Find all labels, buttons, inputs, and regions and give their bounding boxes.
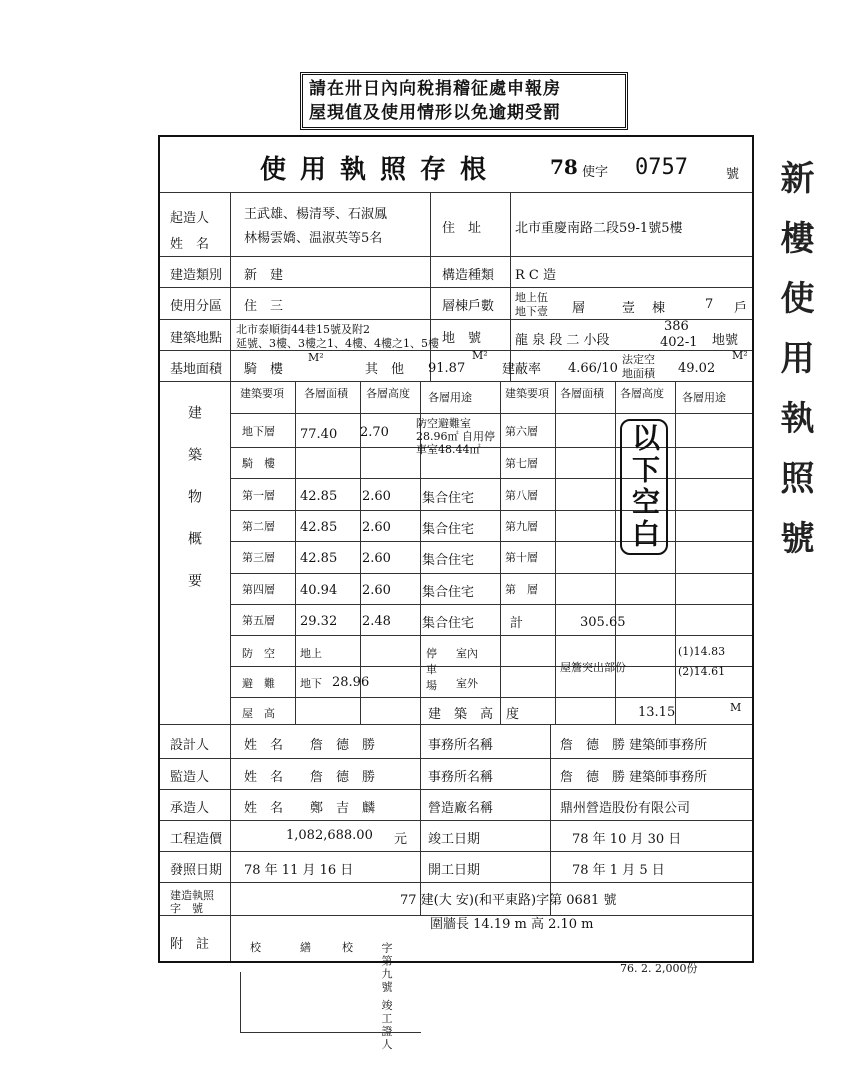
floors-below: 地下壹	[515, 305, 548, 318]
arcade-label: 騎 樓	[244, 362, 284, 377]
floor-name: 第二層	[242, 520, 275, 533]
builder-names-1: 王武雄、楊清琴、石淑鳳	[244, 207, 388, 222]
floor-name: 第三層	[242, 551, 275, 564]
cost-unit: 元	[394, 832, 408, 847]
floor-area: 42.85	[300, 520, 338, 535]
floor-use: 集合住宅	[422, 585, 475, 600]
floor-area: 42.85	[300, 489, 338, 504]
open-space-label-2: 地面積	[622, 367, 655, 380]
contractor-label: 承造人	[170, 801, 210, 816]
arcade-unit: M²	[308, 351, 324, 364]
signature-area	[240, 972, 421, 1033]
print-note: 76. 2. 2,000份	[620, 962, 698, 975]
category-label: 建造類別	[170, 268, 223, 283]
parking-outdoor: 室外	[456, 677, 478, 690]
open-space-label-1: 法定空	[622, 353, 655, 366]
site-area-label: 基地面積	[170, 362, 223, 377]
household-unit: 戶	[734, 301, 748, 316]
col-header-area-2: 各層面積	[560, 387, 604, 400]
parking-label: 停車場	[426, 647, 437, 692]
contractor-name-label: 姓 名	[244, 801, 284, 816]
permit-value: 77 建(大 安)(和平東路)字第 0681 號	[400, 893, 617, 908]
remark-item: 繕	[300, 941, 311, 954]
contractor-firm: 鼎州營造股份有限公司	[560, 801, 691, 816]
eave-value-2: (2)14.61	[678, 665, 726, 678]
issue-date: 78 年 11 月 16 日	[244, 863, 354, 878]
blank-below-note: 以下空白	[620, 419, 668, 555]
floor-unit: 層	[572, 301, 586, 316]
start-date-label: 開工日期	[428, 863, 481, 878]
floors-above: 地上伍	[515, 291, 548, 304]
completion-date: 78 年 10 月 30 日	[572, 832, 682, 847]
lot-number-1: 386	[664, 319, 689, 334]
coverage-value: 4.66/10	[568, 361, 618, 376]
start-date: 78 年 1 月 5 日	[572, 863, 665, 878]
floor-use: 集合住宅	[422, 553, 475, 568]
cost-value: 1,082,688.00	[286, 828, 373, 843]
floor-height: 2.60	[362, 520, 391, 535]
shelter-label-2: 避 難	[242, 677, 275, 690]
col-header-use-2: 各層用途	[682, 391, 726, 404]
shelter-label-1: 防 空	[242, 647, 275, 660]
floor-use: 集合住宅	[422, 522, 475, 537]
floor-area: 29.32	[300, 614, 338, 629]
supervisor-name: 詹 德 勝	[310, 770, 376, 785]
designer-name-label: 姓 名	[244, 738, 284, 753]
remarks-label: 附 註	[170, 937, 210, 952]
stamp-line-2: 屋現值及使用情形以免逾期受罰	[309, 103, 561, 123]
floor-name: 第四層	[242, 583, 275, 596]
category-value: 新 建	[244, 268, 284, 283]
location-line-2: 延號、3樓、3樓之1、4樓、4樓之1、5樓	[236, 337, 439, 350]
permit-extra: 圍牆長 14.19 m 高 2.10 m	[430, 917, 594, 932]
lot-number-2: 402-1	[660, 335, 698, 350]
lower-stamp-text: 字第九號 竣工證人	[380, 942, 393, 1052]
roof-label: 屋 高	[242, 707, 275, 720]
issue-date-label: 發照日期	[170, 863, 223, 878]
location-label: 建築地點	[170, 331, 223, 346]
col-header-item: 建築要項	[240, 387, 284, 400]
remark-item: 校	[250, 941, 261, 954]
form-title: 使用執照存根	[260, 155, 501, 185]
designer-office: 詹 德 勝 建築師事務所	[560, 738, 708, 753]
coverage-label: 建蔽率	[502, 362, 542, 377]
upper-floor-name: 第 層	[505, 583, 538, 596]
building-count: 壹	[622, 301, 636, 316]
zoning-label: 使用分區	[170, 299, 223, 314]
permit-code-label: 使字	[582, 165, 609, 180]
floor-area: 77.40	[300, 427, 338, 442]
lot-district: 龍 泉 段 二 小段	[515, 333, 610, 348]
col-header-height: 各層高度	[366, 387, 410, 400]
stamp-line-1: 請在卅日內向稅捐稽征處申報房	[309, 79, 561, 99]
address-label: 住 址	[442, 221, 482, 236]
remark-item: 校	[342, 941, 353, 954]
completion-label: 竣工日期	[428, 832, 481, 847]
floor-name: 第一層	[242, 489, 275, 502]
builder-address: 北市重慶南路二段59-1號5樓	[515, 221, 683, 236]
floor-use: 防空避難室28.96㎡ 自用停車室48.44㎡	[416, 417, 495, 456]
builder-names-2: 林楊雲嬌、温淑英等5名	[244, 231, 383, 246]
floor-height: 2.60	[362, 551, 391, 566]
parking-indoor: 室內	[456, 647, 478, 660]
other-unit: M²	[472, 349, 488, 362]
contractor-firm-label: 營造廠名稱	[428, 801, 494, 816]
floor-height: 2.48	[362, 614, 391, 629]
supervisor-label: 監造人	[170, 770, 210, 785]
eave-value-1: (1)14.83	[678, 645, 726, 658]
household-count: 7	[705, 297, 714, 312]
supervisor-office-label: 事務所名稱	[428, 770, 494, 785]
zoning-value: 住 三	[244, 299, 284, 314]
other-label: 其 他	[365, 362, 405, 377]
supervisor-name-label: 姓 名	[244, 770, 284, 785]
floor-name: 地下層	[242, 425, 275, 438]
lot-suffix: 地號	[712, 333, 739, 348]
upper-floor-name: 第九層	[505, 520, 538, 533]
floor-name: 騎 樓	[242, 457, 275, 470]
building-height-value: 13.15	[638, 705, 676, 720]
floor-area: 42.85	[300, 551, 338, 566]
shelter-below-label: 地下	[300, 677, 322, 690]
upper-floor-name: 第十層	[505, 551, 538, 564]
floor-height: 2.70	[360, 425, 389, 440]
total-value: 305.65	[580, 615, 626, 630]
margin-handwriting: 新樓使用執照號	[774, 160, 814, 580]
upper-floor-name: 第八層	[505, 489, 538, 502]
permit-year: 78	[550, 155, 578, 179]
tax-notice-stamp	[300, 72, 628, 130]
other-value: 91.87	[428, 361, 466, 376]
cost-label: 工程造價	[170, 832, 223, 847]
building-height-unit: M	[730, 701, 742, 714]
permit-label-2: 字 號	[170, 902, 203, 915]
col-header-height-2: 各層高度	[620, 387, 664, 400]
open-space-value: 49.02	[678, 361, 716, 376]
col-header-area: 各層面積	[304, 387, 348, 400]
contractor-name: 鄭 吉 麟	[310, 801, 376, 816]
col-header-item-2: 建築要項	[505, 387, 549, 400]
floors-label: 層棟戶數	[442, 299, 495, 314]
floor-name: 第五層	[242, 614, 275, 627]
building-unit: 棟	[652, 301, 666, 316]
designer-office-label: 事務所名稱	[428, 738, 494, 753]
structure-value: R C 造	[515, 268, 556, 283]
permit-number: 0757	[635, 155, 688, 180]
floor-height: 2.60	[362, 489, 391, 504]
col-header-use: 各層用途	[428, 391, 472, 404]
lot-label: 地 號	[442, 331, 482, 346]
structure-label: 構造種類	[442, 268, 495, 283]
upper-floor-name: 第七層	[505, 457, 538, 470]
builder-label: 起造人	[170, 211, 210, 226]
building-height-label: 建 築 高 度	[428, 707, 520, 722]
floor-use: 集合住宅	[422, 491, 475, 506]
floor-area: 40.94	[300, 583, 338, 598]
total-label: 計	[510, 616, 524, 631]
eave-label: 屋簷突出部份	[560, 661, 626, 674]
permit-suffix: 號	[726, 167, 740, 182]
summary-side-label: 建築物概要	[186, 405, 202, 615]
builder-name-label: 姓 名	[170, 237, 210, 252]
floor-use: 集合住宅	[422, 616, 475, 631]
open-space-unit: M²	[732, 349, 748, 362]
upper-floor-name: 第六層	[505, 425, 538, 438]
designer-name: 詹 德 勝	[310, 738, 376, 753]
floor-height: 2.60	[362, 583, 391, 598]
supervisor-office: 詹 德 勝 建築師事務所	[560, 770, 708, 785]
shelter-below-value: 28.96	[332, 675, 370, 690]
location-line-1: 北市泰順街44巷15號及附2	[236, 323, 370, 336]
shelter-above-label: 地上	[300, 647, 322, 660]
permit-form	[158, 135, 754, 963]
designer-label: 設計人	[170, 738, 210, 753]
permit-label-1: 建造執照	[170, 889, 214, 902]
